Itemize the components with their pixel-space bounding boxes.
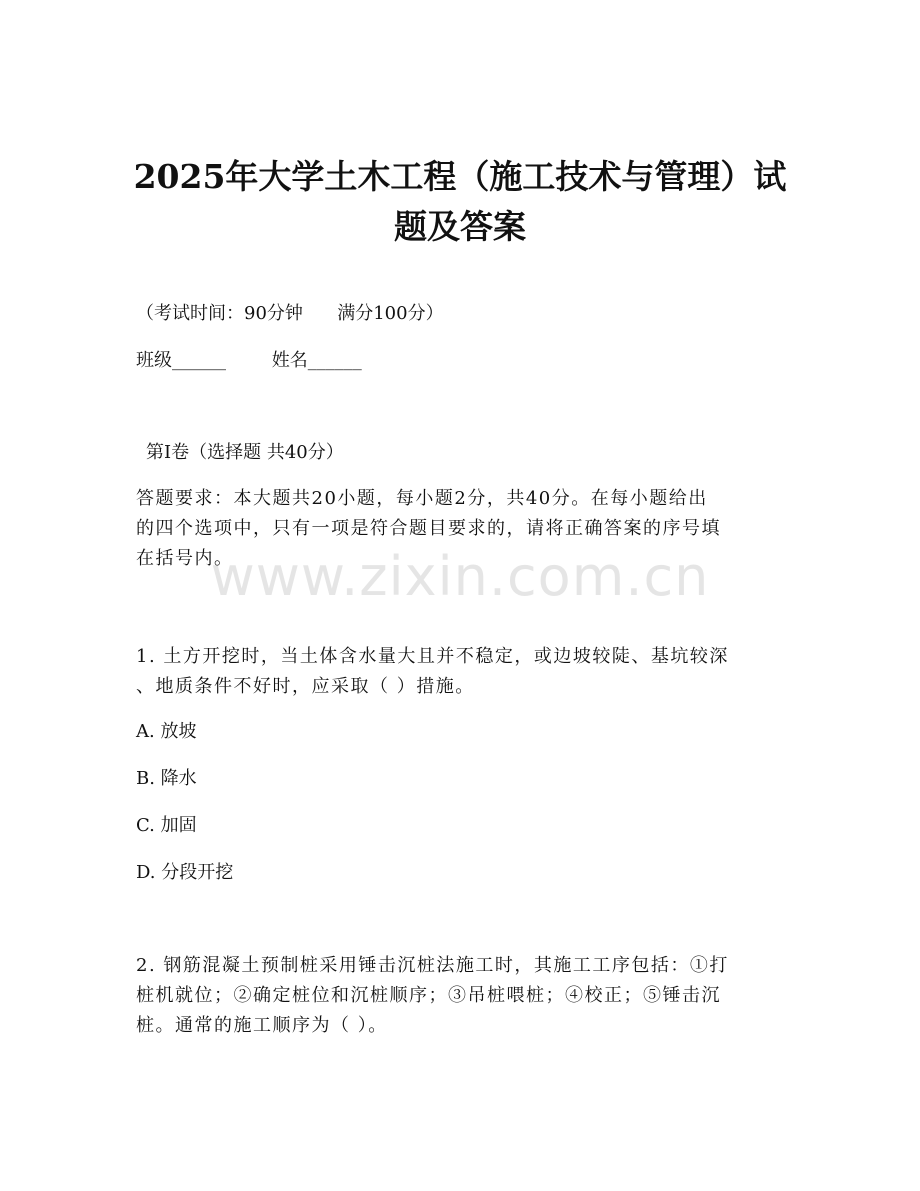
document-title bbox=[0, 152, 920, 252]
question-line: 桩。通常的施工顺序为（ ）。 bbox=[136, 1015, 388, 1036]
question-2-stem bbox=[136, 951, 796, 1041]
instructions-line: 在括号内。 bbox=[136, 548, 234, 569]
watermark: www.zixin.com.cn bbox=[210, 545, 710, 608]
question-1-option-d: D. 分段开挖 bbox=[136, 862, 234, 883]
question-1-option-b: B. 降水 bbox=[136, 768, 197, 789]
title-line-1: 2025年大学土木工程（施工技术与管理）试 bbox=[133, 157, 787, 196]
question-1-stem bbox=[136, 642, 796, 702]
instructions-line: 的四个选项中，只有一项是符合题目要求的，请将正确答案的序号填 bbox=[136, 518, 721, 539]
question-1-option-a: A. 放坡 bbox=[136, 721, 197, 742]
title-line-2: 题及答案 bbox=[394, 207, 526, 246]
exam-info: （考试时间：90分钟 满分100分） bbox=[136, 303, 444, 324]
question-line: 2. 钢筋混凝土预制桩采用锤击沉桩法施工时，其施工工序包括：①打 bbox=[136, 955, 729, 976]
question-line: 1. 土方开挖时，当土体含水量大且并不稳定，或边坡较陡、基坑较深 bbox=[136, 646, 729, 667]
question-1-option-c: C. 加固 bbox=[136, 815, 197, 836]
question-line: 桩机就位；②确定桩位和沉桩顺序；③吊桩喂桩；④校正；⑤锤击沉 bbox=[136, 985, 721, 1006]
question-line: 、地质条件不好时，应采取（ ）措施。 bbox=[136, 676, 475, 697]
instructions-line: 答题要求：本大题共20小题，每小题2分，共40分。在每小题给出 bbox=[136, 488, 708, 509]
section-header: 第Ⅰ卷（选择题 共40分） bbox=[146, 442, 344, 463]
name-fields: 班级______ 姓名______ bbox=[136, 350, 362, 371]
